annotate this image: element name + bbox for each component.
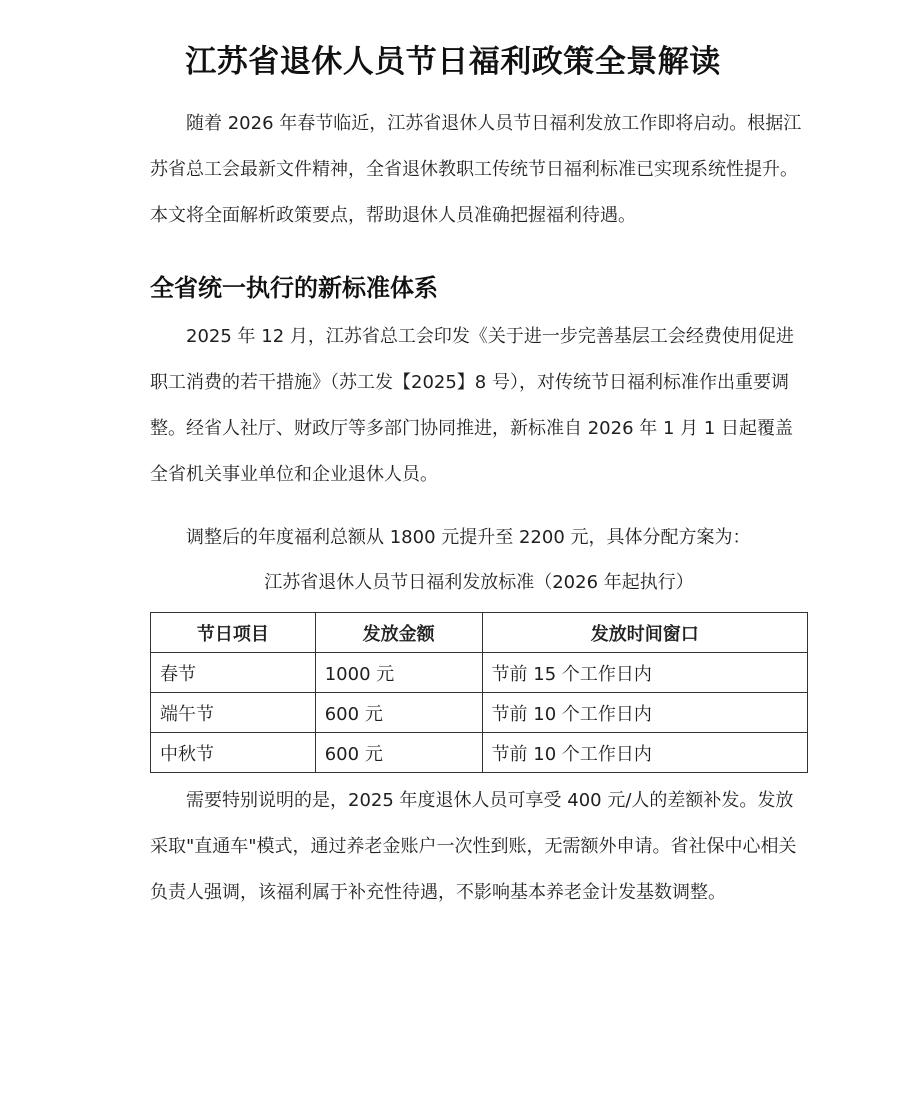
cell-holiday: 春节: [151, 653, 316, 693]
intro-paragraph: 随着 2026 年春节临近，江苏省退休人员节日福利发放工作即将启动。根据江苏省总工会最新文件精神，全省退休教职工传统节日福利标准已实现系统性提升。本文将全面解析政策要点，帮助退休人员准确把握福利待遇。: [150, 113, 802, 226]
cell-time-window: 节前 10 个工作日内: [482, 733, 807, 773]
table-header-row: [151, 613, 808, 653]
cell-time-window: 节前 15 个工作日内: [482, 653, 807, 693]
table-caption: 江苏省退休人员节日福利发放标准（2026 年起执行）: [264, 572, 694, 593]
table-row: [151, 653, 808, 693]
section-heading: 全省统一执行的新标准体系: [150, 274, 438, 302]
cell-holiday: 端午节: [151, 693, 316, 733]
cell-amount: 600 元: [315, 693, 482, 733]
welfare-standard-table: [150, 612, 808, 773]
page-title: 江苏省退休人员节日福利政策全景解读: [185, 44, 721, 80]
cell-holiday: 中秋节: [151, 733, 316, 773]
policy-paragraph: 2025 年 12 月，江苏省总工会印发《关于进一步完善基层工会经费使用促进职工消费的若干措施》（苏工发【2025】8 号），对传统节日福利标准作出重要调整。经省人社厅、财政厅等多部门协同推进，新标准自 2026 年 1 月 1 日起覆盖全省机关事业单位和企业退休人员。: [150, 326, 794, 485]
amount-paragraph: 调整后的年度福利总额从 1800 元提升至 2200 元，具体分配方案为：: [186, 527, 751, 548]
header-holiday: 节日项目: [151, 613, 316, 653]
cell-amount: 600 元: [315, 733, 482, 773]
header-amount: 发放金额: [315, 613, 482, 653]
cell-time-window: 节前 10 个工作日内: [482, 693, 807, 733]
closing-paragraph: 需要特别说明的是，2025 年度退休人员可享受 400 元/人的差额补发。发放采取"直通车"模式，通过养老金账户一次性到账，无需额外申请。省社保中心相关负责人强调，该福利属于补充性待遇，不影响基本养老金计发基数调整。: [150, 790, 797, 903]
table-row: [151, 733, 808, 773]
cell-amount: 1000 元: [315, 653, 482, 693]
header-time-window: 发放时间窗口: [482, 613, 807, 653]
table-row: [151, 693, 808, 733]
